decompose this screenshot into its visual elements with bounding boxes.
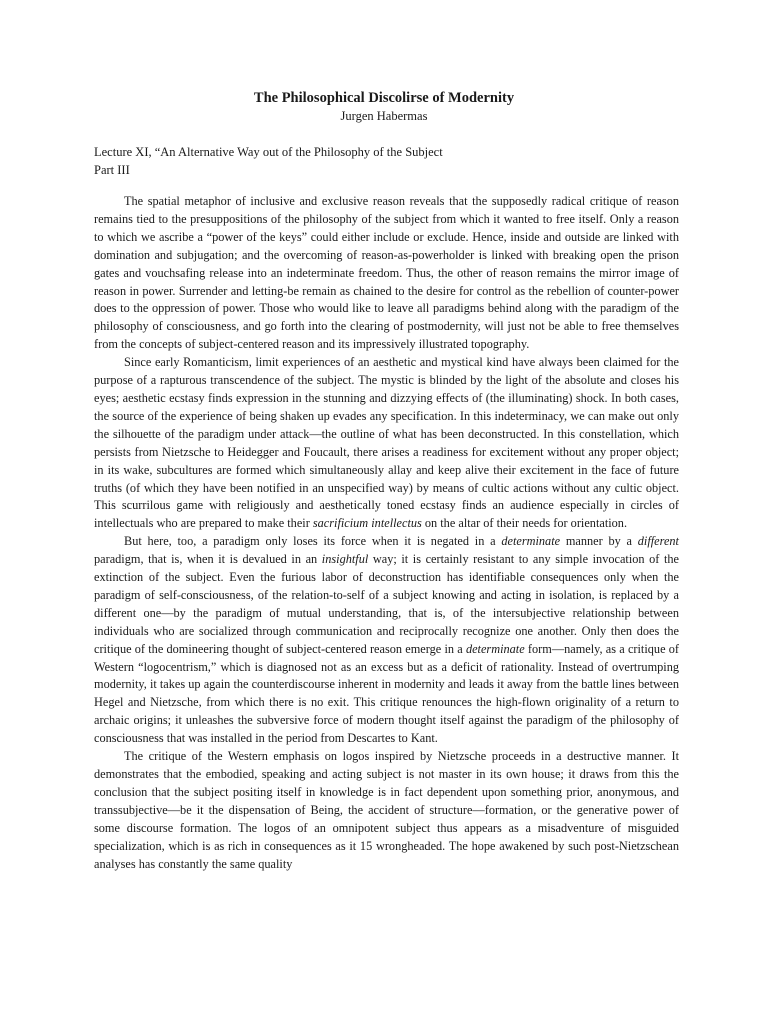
paragraph-text: on the altar of their needs for orientation.: [421, 516, 628, 531]
body-paragraph: [94, 354, 679, 533]
italic-text: determinate: [501, 534, 561, 549]
body-paragraph: [94, 193, 679, 354]
italic-text: sacrificium intellectus: [312, 516, 422, 531]
paragraph-text: paradigm, that is, when it is devalued in an: [94, 552, 322, 567]
paragraph-text: way; it is certainly resistant to any simple invocation of the extinction of the subject. Even the furious labor of deconstruction has identifiable consequences only when the paradigm of self-consciousness, of the relation-to-self of a subject knowing and acting in isolation, is replaced by a different one—by the paradigm of mutual understanding, that is, of the intersubjective relationship between individuals who are socialized through communication and reciprocally recognize one another. Only then does the critique of the domineering thought of subject-centered reason emerge in a: [94, 552, 679, 656]
lecture-line: Lecture XI, “An Alternative Way out of the Philosophy of the Subject: [94, 145, 443, 159]
paragraph-text: form—namely, as a critique of Western “logocentrism,” which is diagnosed not as an excess but as a deficit of rationality. Instead of overtrumping modernity, it takes up again the counterdiscourse inherent in modernity and leads it away from the battle lines between Hegel and Nietzsche, from which there is no exit. This critique renounces the high-flown originality of a return to archaic origins; it unleashes the subversive force of modern thought itself against the paradigm of the philosophy of consciousness that was installed in the period from Descartes to Kant.: [94, 641, 679, 746]
document-body: [94, 193, 679, 873]
document-author: Jurgen Habermas: [340, 109, 428, 123]
lecture-heading: [94, 143, 684, 179]
paragraph-text: The critique of the Western emphasis on logos inspired by Nietzsche proceeds in a destructive manner. It demonstrates that the embodied, speaking and acting subject is not master in its own house; it draws from this the conclusion that the subject positing itself in knowledge is in fact dependent upon something prior, anonymous, and transsubjective—be it the dispensation of Being, the accident of structure—formation, or the generative power of some discourse formation. The logos of an omnipotent subject thus appears as a misadventure of misguided specialization, which is as rich in consequences as it 15 wrongheaded. The hope awakened by such post-Nietzschean analyses has constantly the same quality: [94, 749, 679, 871]
paragraph-text: The spatial metaphor of inclusive and exclusive reason reveals that the supposedly radical critique of reason remains tied to the presuppositions of the philosophy of the subject from which it wanted to free itself. Only a reason to which we ascribe a “power of the keys” could either include or exclude. Hence, inside and outside are linked with domination and subjugation; and the overcoming of reason-as-powerholder is linked with breaking open the prison gates and vouchsafing release into an indeterminate freedom. Thus, the other of reason remains the mirror image of reason in power. Surrender and letting-be remain as chained to the desire for control as the rebellion of counter-power does to the oppression of power. Those who would like to leave all paradigms behind along with the paradigm of the philosophy of consciousness, and go forth into the clearing of postmodernity, will just not be able to free themselves from the concepts of subject-centered reason and its impressively illustrated topography.: [94, 194, 679, 352]
body-paragraph: [94, 533, 679, 748]
body-paragraph: [94, 748, 679, 873]
document-header: [0, 88, 768, 125]
paragraph-text: But here, too, a paradigm only loses its force when it is negated in a: [124, 534, 502, 549]
part-line: Part III: [94, 163, 130, 177]
italic-text: different: [637, 534, 679, 549]
paragraph-text: Since early Romanticism, limit experiences of an aesthetic and mystical kind have always been claimed for the purpose of a rapturous transcendence of the subject. The mystic is blinded by the light of the absolute and closes his eyes; aesthetic ecstasy finds expression in the stunning and dizzying effects of (the illuminating) shock. In both cases, the source of the experience of being shaken up evades any specification. In this indeterminacy, we can make out only the silhouette of the paradigm under attack—the outline of what has been deconstructed. In this constellation, which persists from Nietzsche to Heidegger and Foucault, there arises a readiness for excitement without any proper object; in its wake, subcultures are formed which simultaneously allay and keep alive their excitement in the face of future truths (of which they have been notified in an unspecified way) by means of cultic actions without any cultic object. This scurrilous game with religiously and aesthetically toned ecstasy finds an audience especially in circles of intellectuals who are prepared to make their: [94, 355, 679, 531]
italic-text: insightful: [321, 552, 369, 567]
italic-text: determinate: [465, 641, 525, 656]
document-title: The Philosophical Discolirse of Modernity: [253, 90, 515, 106]
paragraph-text: manner by a: [560, 534, 638, 549]
